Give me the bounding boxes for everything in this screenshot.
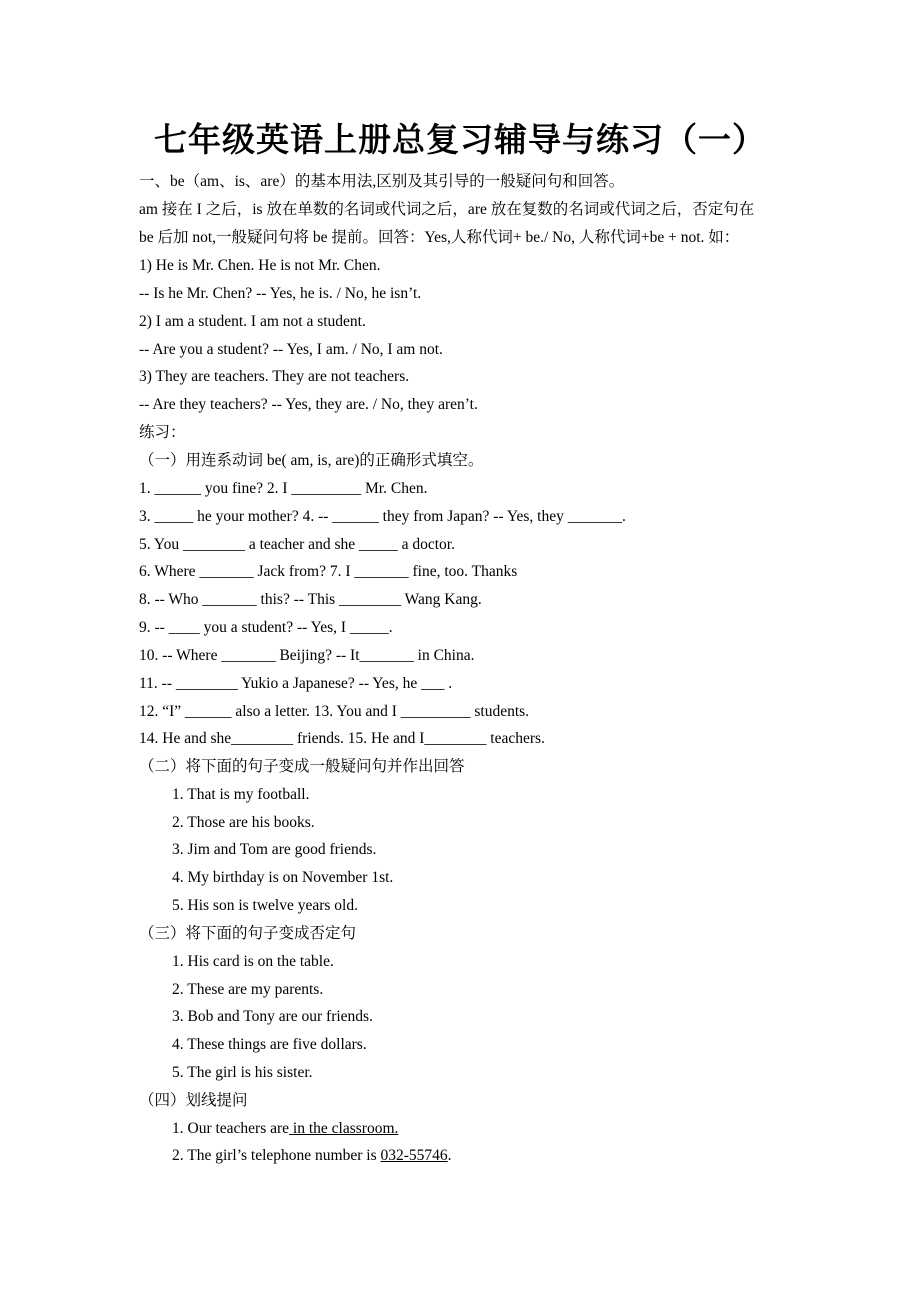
underlined-phrase: in the classroom. <box>289 1120 399 1137</box>
rule-text-line-1: am 接在 I 之后，is 放在单数的名词或代词之后，are 放在复数的名词或代词之后，否定句在 <box>139 201 755 218</box>
section-2-heading: （二）将下面的句子变成一般疑问句并作出回答 <box>139 758 465 775</box>
exercise-item: 5. The girl is his sister. <box>172 1064 313 1081</box>
section-1-heading: （一）用连系动词 be( am, is, are)的正确形式填空。 <box>139 452 484 469</box>
example-line: 2) I am a student. I am not a student. <box>139 313 366 330</box>
exercise-item: 2. These are my parents. <box>172 981 324 998</box>
exercise-item: 5. His son is twelve years old. <box>172 897 358 914</box>
exercise-item: 6. Where _______ Jack from? 7. I _______ fine, too. Thanks <box>139 563 518 580</box>
exercise-item: 14. He and she________ friends. 15. He and I________ teachers. <box>139 730 545 747</box>
exercise-item: 1. His card is on the table. <box>172 953 334 970</box>
section-4-heading: （四）划线提问 <box>139 1092 248 1109</box>
example-line: -- Are you a student? -- Yes, I am. / No, I am not. <box>139 341 443 358</box>
rule-text-line-2: be 后加 not,一般疑问句将 be 提前。回答：Yes,人称代词+ be./ No, 人称代词+be + not. 如： <box>139 229 740 246</box>
item-text: 2. The girl’s telephone number is <box>172 1147 381 1164</box>
intro-heading: 一、be（am、is、are）的基本用法,区别及其引导的一般疑问句和回答。 <box>139 173 625 190</box>
practice-label: 练习： <box>139 424 186 441</box>
exercise-item <box>172 1146 452 1166</box>
exercise-item: 10. -- Where _______ Beijing? -- It_______ in China. <box>139 647 475 664</box>
exercise-item: 4. My birthday is on November 1st. <box>172 869 394 886</box>
exercise-item: 8. -- Who _______ this? -- This ________ Wang Kang. <box>139 591 482 608</box>
exercise-item: 5. You ________ a teacher and she _____ a doctor. <box>139 536 455 553</box>
exercise-item: 1. ______ you fine? 2. I _________ Mr. Chen. <box>139 480 428 497</box>
example-line: -- Is he Mr. Chen? -- Yes, he is. / No, he isn’t. <box>139 285 422 302</box>
exercise-item: 3. Bob and Tony are our friends. <box>172 1008 373 1025</box>
section-3-heading: （三）将下面的句子变成否定句 <box>139 925 357 942</box>
example-line: -- Are they teachers? -- Yes, they are. / No, they aren’t. <box>139 396 478 413</box>
exercise-item: 4. These things are five dollars. <box>172 1036 367 1053</box>
exercise-item: 1. That is my football. <box>172 786 310 803</box>
item-text: 1. Our teachers are <box>172 1120 290 1137</box>
exercise-item: 9. -- ____ you a student? -- Yes, I _____. <box>139 619 393 636</box>
exercise-item: 12. “I” ______ also a letter. 13. You and I _________ students. <box>139 703 530 720</box>
exercise-item: 3. Jim and Tom are good friends. <box>172 841 377 858</box>
example-line: 1) He is Mr. Chen. He is not Mr. Chen. <box>139 257 381 274</box>
exercise-item: 3. _____ he your mother? 4. -- ______ they from Japan? -- Yes, they _______. <box>139 508 626 525</box>
example-line: 3) They are teachers. They are not teachers. <box>139 368 410 385</box>
exercise-item: 2. Those are his books. <box>172 814 315 831</box>
underlined-phrase: 032-55746 <box>380 1147 448 1164</box>
exercise-item: 11. -- ________ Yukio a Japanese? -- Yes, he ___ . <box>139 675 453 692</box>
page-title: 七年级英语上册总复习辅导与练习（一） <box>154 120 766 159</box>
item-text: . <box>447 1147 452 1164</box>
exercise-item <box>172 1119 398 1139</box>
